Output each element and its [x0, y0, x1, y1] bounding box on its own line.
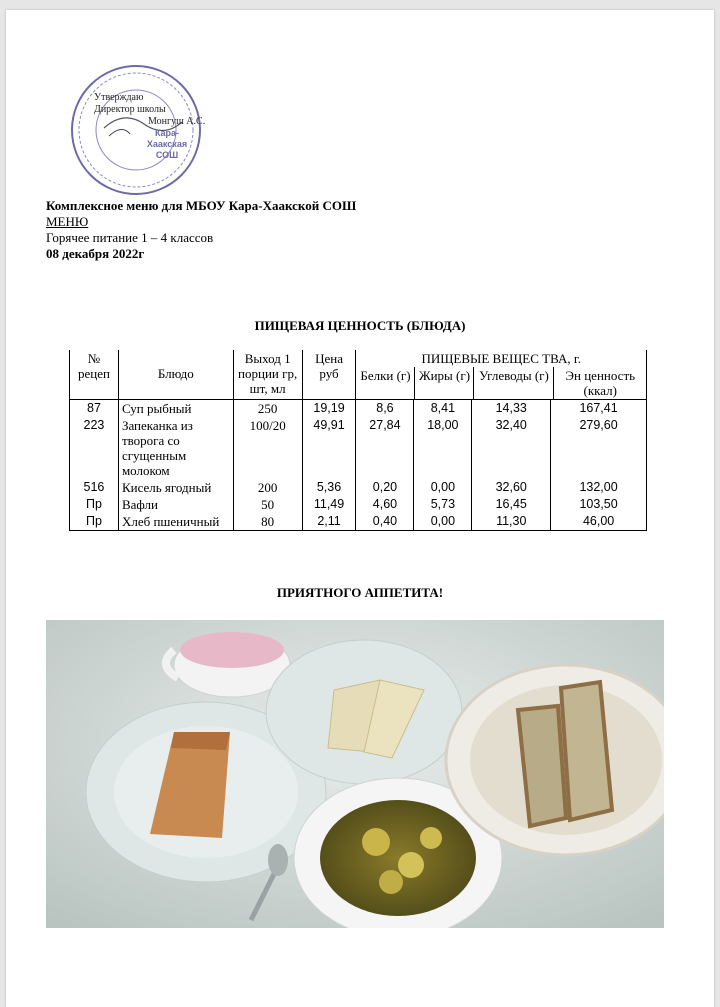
- footer-wish: ПРИЯТНОГО АППЕТИТА!: [276, 585, 444, 600]
- row-dish: Вафли: [118, 496, 233, 513]
- header-carbs: Углеводы (г): [474, 367, 554, 399]
- header-energy: Эн ценность (ккал): [554, 367, 646, 399]
- table-row: [70, 400, 647, 418]
- table-row: [70, 417, 647, 479]
- row-dish: Кисель ягодный: [118, 479, 233, 496]
- row-dish: Суп рыбный: [118, 400, 233, 418]
- header-nutrients-group: [356, 350, 647, 400]
- row-carbs: 14,33: [472, 400, 551, 418]
- row-dish: Запеканка из творога со сгущенным молоком: [118, 417, 233, 479]
- header-yield: Выход 1 порции гр, шт, мл: [233, 350, 302, 400]
- header-price: Цена руб: [302, 350, 356, 400]
- meal-photo: [46, 620, 664, 928]
- stamp-director: Директор школы: [94, 104, 166, 115]
- table-row: [70, 479, 647, 496]
- row-num: Пр: [70, 496, 119, 513]
- document-title: Комплексное меню для МБОУ Кара-Хаакской СОШ: [46, 198, 357, 213]
- row-yield: 100/20: [233, 417, 302, 479]
- row-fat: 0,00: [414, 479, 472, 496]
- row-price: 2,11: [302, 513, 356, 531]
- row-carbs: 32,60: [472, 479, 551, 496]
- header-num: № рецеп: [70, 350, 119, 400]
- row-num: 516: [70, 479, 119, 496]
- row-energy: 46,00: [551, 513, 647, 531]
- row-fat: 8,41: [414, 400, 472, 418]
- row-yield: 250: [233, 400, 302, 418]
- row-yield: 200: [233, 479, 302, 496]
- row-price: 11,49: [302, 496, 356, 513]
- seal-text: Кара-Хаакская СОШ: [146, 128, 188, 160]
- row-fat: 0,00: [414, 513, 472, 531]
- row-yield: 80: [233, 513, 302, 531]
- header-nutrients: ПИЩЕВЫЕ ВЕЩЕС ТВА, г.: [421, 351, 581, 366]
- row-price: 19,19: [302, 400, 356, 418]
- meal-subtitle: Горячее питание 1 – 4 классов: [46, 230, 214, 245]
- table-row: [70, 513, 647, 531]
- row-protein: 27,84: [356, 417, 414, 479]
- row-num: 87: [70, 400, 119, 418]
- document-header: [46, 198, 356, 262]
- row-carbs: 16,45: [472, 496, 551, 513]
- row-num: Пр: [70, 513, 119, 531]
- row-protein: 0,40: [356, 513, 414, 531]
- row-energy: 132,00: [551, 479, 647, 496]
- row-protein: 4,60: [356, 496, 414, 513]
- header-dish: Блюдо: [118, 350, 233, 400]
- document-page: [6, 10, 714, 1007]
- row-energy: 279,60: [551, 417, 647, 479]
- row-fat: 18,00: [414, 417, 472, 479]
- table-title: ПИЩЕВАЯ ЦЕННОСТЬ (БЛЮДА): [254, 318, 466, 333]
- row-dish: Хлеб пшеничный: [118, 513, 233, 531]
- header-protein: Белки (г): [356, 367, 415, 399]
- row-carbs: 11,30: [472, 513, 551, 531]
- approval-stamp: [64, 58, 214, 203]
- stamp-signature: Монгуш А.С.: [148, 116, 206, 127]
- menu-date: 08 декабря 2022г: [46, 246, 145, 261]
- row-protein: 8,6: [356, 400, 414, 418]
- nutrition-table: [69, 350, 647, 531]
- stamp-approve: Утверждаю: [94, 92, 144, 103]
- menu-label: МЕНЮ: [46, 214, 89, 229]
- table-header-row: [70, 350, 647, 400]
- header-fat: Жиры (г): [415, 367, 474, 399]
- row-yield: 50: [233, 496, 302, 513]
- row-price: 49,91: [302, 417, 356, 479]
- row-fat: 5,73: [414, 496, 472, 513]
- row-energy: 103,50: [551, 496, 647, 513]
- row-energy: 167,41: [551, 400, 647, 418]
- row-protein: 0,20: [356, 479, 414, 496]
- row-price: 5,36: [302, 479, 356, 496]
- row-num: 223: [70, 417, 119, 479]
- row-carbs: 32,40: [472, 417, 551, 479]
- table-row: [70, 496, 647, 513]
